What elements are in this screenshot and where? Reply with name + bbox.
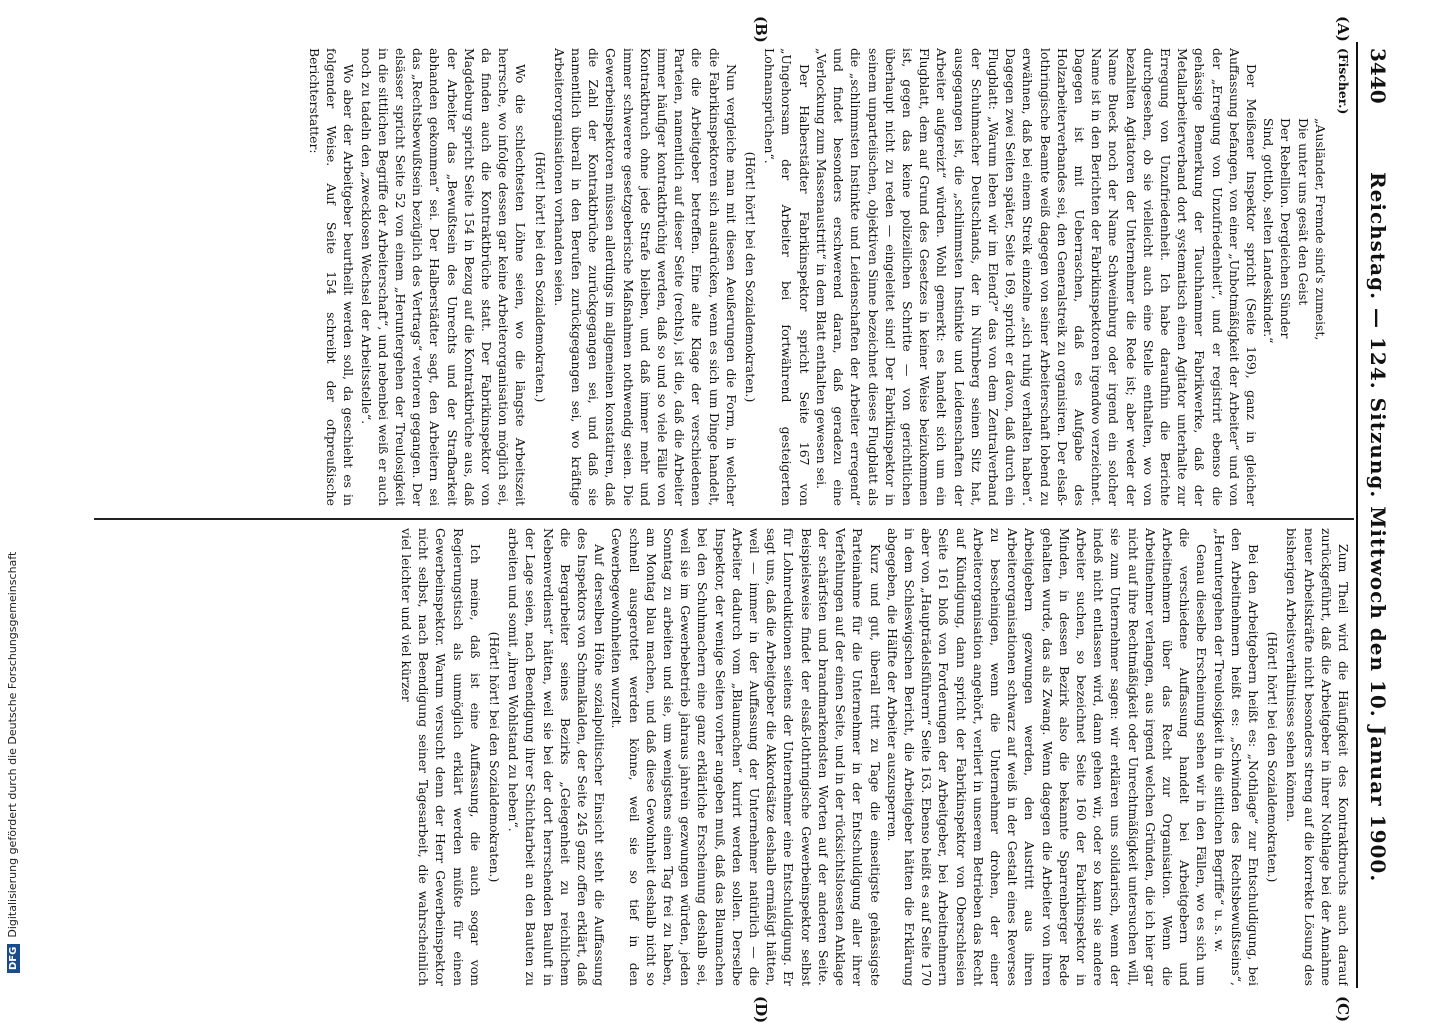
right-column bbox=[94, 528, 1352, 986]
interjection: (Hört! hört! bei den Sozialdemokraten.) bbox=[743, 151, 759, 403]
verse-line: „Ausländer, Fremde sind's zumeist, bbox=[1312, 118, 1328, 341]
paragraph: Der Halberstädter Fabrikinspektor spricht Seite 167 von „Ungehorsam der Arbeiter bei fortwährend gesteigerten Lohnansprüchen“. bbox=[762, 48, 812, 506]
left-column bbox=[94, 48, 1352, 506]
page-title: Reichstag. — 124. Sitzung. Mittwoch den 10. Januar 1900. bbox=[1366, 172, 1390, 883]
paragraph: Genau dieselbe Erscheinung sehen wir in den Fällen, wo es sich um die verschiedene Auffassung handelt bei Arbeitgebern und Arbeitnehmern über das Recht zur Organisation. Wenn die Arbeitnehmer verlangen, aus irgend welchen Gründen, die ich hier gar nicht auf ihre Rechtmäßigkeit oder Unrechtmäßigkeit untersuchen will, sie zum Unternehmer sagen: wir erklären uns solidarisch, wenn der indeß nicht entlassen wird, dann gehen wir, oder so kann sie andere Arbeiter suchen, so bezeichnet Seite 160 der Fabrikinspektor in Minden, in dessen Bezirk also die bekannte Sparrenberger Rede gehalten wurde, das als Zwang. Wenn dagegen die Arbeiter von ihren Arbeitgebern gezwungen werden, den Austritt aus ihren Arbeiterorganisationen schwarz auf weiß in der Gestalt eines Reverses zu bescheinigen, wenn die Unternehmer drohen, der einer Arbeiterorganisation angehört, verliert in unserem Betrieben das Recht auf Kündigung, dann spricht der Fabrikinspektor von Oberschlesien Seite 161 bloß von Forderungen der Arbeitgeber, bei Arbeitnehmern aber von „Haupträdelsführern“ Seite 163. Ebenso heißt es auf Seite 170 in dem Schleswigschen Bericht, die Arbeitgeber hätten die Erklärung abgegeben, die Hälfte der Arbeiter auszusperren. bbox=[884, 528, 1210, 986]
paragraph: Wo die schlechtesten Löhne seien, wo die längste Arbeitszeit herrsche, wo infolge dessen gar keine Arbeiterorganisation möglich sei, da finden auch die Kontraktbrüche statt. Der Fabrikinspektor von Magdeburg spricht Seite 154 in Bezug auf die Kontraktbrüche aus, daß der Arbeiter das „Bewußtsein des Unrechts und der Strafbarkeit abhanden gekommen“ sei. Der Halberstädter sagt, den Arbeitern sei das „Rechtsbewußtsein bezüglich des Vertrags“ verloren gegangen. Der elsässer spricht Seite 52 von einem „Heruntergehen der Treulosigkeit in die sittlichen Begriffe der Arbeiterschaft“, und nebenbei weiß er auch noch zu tadeln den „zwecklosen Wechsel der Arbeitsstelle“. bbox=[358, 48, 529, 506]
margin-marker-b: (B) bbox=[752, 16, 770, 43]
speaker-name: (Fischer.) bbox=[1336, 48, 1351, 115]
interjection: (Hört! hört! bei den Sozialdemokraten.) bbox=[532, 151, 548, 403]
dfg-logo: DFG bbox=[7, 944, 20, 973]
paragraph: Bei den Arbeitgebern heißt es: „Nothlage“ zur Entschuldigung, bei den Arbeitnehmern heißt es: „Schwinden des Rechtsbewußtseins“, „Heruntergehen der Treulosigkeit in die sittlichen Begriffe“ u. s. w. bbox=[1211, 528, 1261, 986]
interjection: (Hört! hört! bei den Sozialdemokraten.) bbox=[487, 631, 503, 883]
margin-marker-c: (C) bbox=[1334, 996, 1352, 1023]
paragraph: Ich meine, daß ist eine Auffassung, die auch sogar vom Regierungstisch als unmöglich erklärt werden müßte für einen Gewerbeinspektor. Warum versucht denn der Herr Gewerbeinspektor nicht selbst, nach Beendigung seiner Tagesarbeit, die wahrscheinlich viel leichter und viel kürzer bbox=[399, 528, 483, 986]
margin-marker-a: (A) bbox=[1334, 16, 1352, 42]
margin-marker-d: (D) bbox=[752, 996, 770, 1023]
column-divider bbox=[94, 518, 1354, 520]
verse-line: Die unter uns gesät den Geist bbox=[1295, 118, 1311, 306]
header-rule bbox=[1356, 42, 1358, 988]
credit-text: Digitalisierung gefördert durch die Deutsche Forschungsgemeinschaft bbox=[6, 551, 19, 938]
verse-line: Der Rebellion. Dergleichen Sünder bbox=[1278, 118, 1294, 339]
document-page bbox=[82, 16, 1392, 1023]
verse-line: Sind, gottlob, selten Landeskinder.“ bbox=[1261, 118, 1277, 344]
digitization-credit bbox=[6, 0, 26, 973]
paragraph: Wo aber der Arbeitgeber beurtheilt werden soll, da geschieht es in folgender Weise. Auf Seite 154 schreibt der oftpreußische Berichterstatter: bbox=[307, 48, 357, 506]
page-number: 3440 bbox=[1366, 48, 1390, 104]
page-header bbox=[1360, 42, 1392, 988]
paragraph: Auf derselben Höhe sozialpolitischer Einsicht steht die Auffassung des Inspektors von Schmalkalden, der Seite 245 ganz offen erklärt, daß die Bergarbeiter seines Bezirks „Gelegenheit zu reichlichem Nebenverdienst“ hätten, weil sie bei der dort herrschenden Bauluft in der Lage seien, nach Beendigung ihrer Schichtarbeit an den Bauten zu arbeiten und somit „ihren Wohlstand zu heben“. bbox=[506, 528, 608, 986]
paragraph: Nun vergleiche man mit diesen Aeußerungen die Form, in welcher die Fabrikinspektoren sich ausdrücken, wenn es sich um Dinge handelt, die die Arbeitgeber betreffen. Eine alte Klage der verschiedenen Parteien, namentlich auf dieser Seite (rechts), ist die, daß die Arbeiter immer häufiger kontraktbrüchig werden, daß so und so viele Fälle von Kontraktbruch ohne jede Strafe bleiben, und daß immer mehr und immer schwerere gesetzgeberische Maßnahmen nothwendig seien. Die Gewerbeinspektoren müssen allerdings im allgemeinen konstatiren, daß die Zahl der Kontraktbrüche zurückgegangen sei, und daß sie namentlich überall in den Berufen zurückgegangen sei, wo kräftige Arbeiterorganisationen vorhanden seien. bbox=[551, 48, 739, 506]
paragraph: Zum Theil wird die Häufigkeit des Kontraktbruchs auch darauf zurückgeführt, daß die Arbeitgeber in ihrer Nothlage bei der Annahme neuer Arbeitskräfte nicht besonders streng auf die korrekte Lösung des bisherigen Arbeitsverhältnisses sehen können. bbox=[1284, 528, 1351, 986]
paragraph: Der Meißener Inspektor spricht (Seite 169), ganz in gleicher Auffassung befangen, von einer „Unbotmäßigkeit der Arbeiter“ und von der „Erregung von Unzufriedenheit“, und er registrirt ebenso die gehässige Bemerkung der Tauchhammer Fabrikwerke, daß der Metallarbeiterverband dort systematisch einen Agitator unterhalte zur Erregung von Unzufriedenheit. Ich habe daraufhin die Berichte durchgesehen, ob sie vielleicht auch eine Stelle enthalten, wo von bezahlten Agitatoren der Unternehmer die Rede ist; aber weder der Name Bueck noch der Name Schweinburg oder irgend ein solcher Name ist in den Berichten der Fabrikinspektoren irgendwo verzeichnet. Dagegen ist mit Ueberraschen, daß es Aufgabe des Holzarbeiterverbandes sei, den Generalstreik zu organisiren. Der elsaß-lothringische Beamte weiß dagegen von seiner Arbeiterschaft lobend zu erwähnen, daß bei einem Streik einzelne „sich ruhig verhalten haben“. Dagegen zwei Seiten später, Seite 169, spricht er davon, daß durch ein Flugblatt: „Warum leben wir im Elend?“ das von dem Zentralverband der Schuhmacher Deutschlands, der in Nürnberg seinen Sitz hat, ausgegangen ist, die „schlimmsten Instinkte und Leidenschaften der Arbeiter aufgereizt“ würden. Wohl gemerkt: es handelt sich um ein Flugblatt, dem auf Grund des Gesetzes in keiner Weise beizukommen ist, gegen das keine polizeilichen Schritte — von gerichtlichen überhaupt nicht zu reden — eingeleitet sind! Der Fabrikinspektor in seinem unparteiischen, objektiven Sinne bezeichnet dieses Flugblatt als die „schlimmsten Instinkte und Leidenschaften der Arbeiter erregend“ und findet besonders erschwerend daran, daß geradezu eine „Verlockung zum Massenaustritt“ in dem Blatt enthalten gewesen sei. bbox=[813, 48, 1259, 506]
interjection: (Hört! hört! bei den Sozialdemokraten.) bbox=[1265, 631, 1281, 883]
paragraph: Kurz und gut, überall tritt zu Tage die einseitigste gehässigste Parteinahme für die Unternehmer in der Entschuldigung aller ihrer Verfehlungen auf der einen Seite, und in der rücksichtslosesten Anklage der schärfsten und brandmarkendsten Worten auf der anderen Seite. Beispielsweise findet der elsaß-lothringische Gewerbeinspektor selbst für Lohnreduktionen seitens der Unternehmer eine Entschuldigung. Er sagt uns, daß die Arbeitgeber die Akkordsätze deshalb ermäßigt hätten, weil — immer in der Auffassung der Unternehmer natürlich — die Arbeiter dadurch vom „Blaumachen“ kurirt werden sollen. Derselbe Inspektor, der wenige Seiten vorher angeben muß, daß das Blaumachen bei den Schuhmachern eine ganz erklärliche Erscheinung deshalb sei, weil sie im Gewerbebetrieb jahraus jahrein gezwungen würden, jeden Sonntag zu arbeiten und sie, um wenigstens einen Tag frei zu haben, am Montag blau machen, und daß diese Gewohnheit deshalb nicht so schnell ausgerottet werden könne, weil sie so tief in den Gewerbegewohnheiten wurzelt. bbox=[609, 528, 883, 986]
